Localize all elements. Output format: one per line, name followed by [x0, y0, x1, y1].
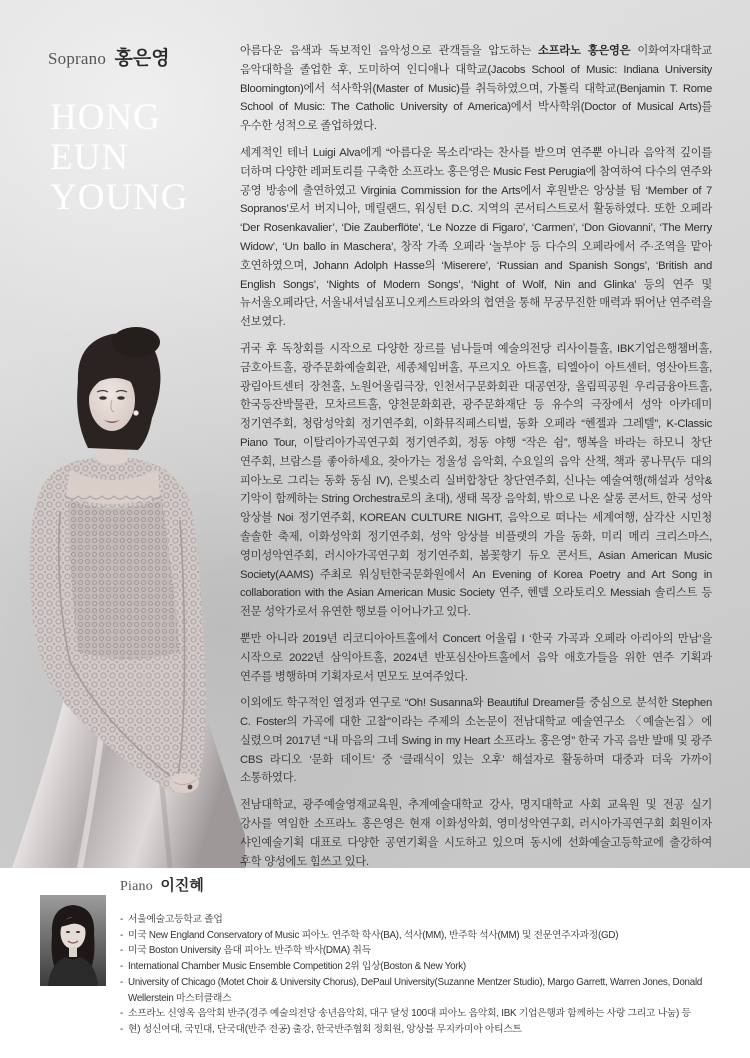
list-item: - 소프라노 신영옥 음악회 반주(경주 예술의전당 송년음악회, 대구 달성 100대 피아노 음악회, IBK 기업은행과 함께하는 사랑 그리고 나눔) 등	[120, 1006, 715, 1022]
pianist-name-korean: 이진혜	[160, 877, 204, 894]
bio-paragraph: 이외에도 학구적인 열정과 연구로 “Oh! Susanna와 Beautiful Dreamer를 중심으로 분석한 Stephen C. Foster의 가곡에 대한 고찰”이라는 주제의 소논문이 전남대학교 예술연구소 〈예술논집〉에 실렸으며 2017년 “내 마음의 그네 Swing in my Heart 소프라노 홍은영” 한국 가곡 음반 발매 및 광주 CBS 라디오 ‘문화 데이트’ 중 ‘클래식이 있는 오후’ 해설자로 활동하며 대중과 더욱 가까이 소통하였다.	[240, 697, 712, 785]
name-english-line: YOUNG	[50, 177, 189, 218]
soprano-title	[48, 43, 170, 70]
pianist-profile-panel	[0, 868, 750, 1058]
list-item: - 미국 Boston University 음대 피아노 반주학 박사(DMA) 취득	[120, 943, 715, 959]
bio-paragraph	[240, 42, 712, 136]
bio-intro-text: 이화여자대학교 음악대학을 졸업한 후, 도미하여 인디애나 대학교(Jacobs School of Music: Indiana University Bloomington)에서 석사학위(Master of Music)를 취득하였으며, 가톨릭 대학교(Benjamin T. Rome School of Music: The Catholic University of America)에서 박사학위(Doctor of Musical Arts)를 우수한 성적으로 졸업하였다.	[240, 45, 712, 133]
pianist-title	[120, 874, 204, 895]
bio-intro-text: 아름다운 음색과 독보적인 음악성으로 관객들을 압도하는	[240, 45, 539, 57]
list-item: - 미국 New England Conservatory of Music 피아노 연주학 학사(BA), 석사(MM), 반주학 석사(MM) 및 전문연주자과정(GD)	[120, 928, 715, 944]
list-item: - International Chamber Music Ensemble Competition 2위 입상(Boston & New York)	[120, 959, 715, 975]
pianist-portrait-photo	[40, 895, 106, 986]
pianist-credits-list	[120, 912, 715, 1038]
soprano-name-english	[50, 98, 189, 218]
bio-paragraph: 귀국 후 독창회를 시작으로 다양한 장르를 넘나들며 예술의전당 리사이틀홀, IBK기업은행챔버홀, 금호아트홀, 광주문화예술회관, 세종체임버홀, 푸르지오 아트홀, 티엘아이 아트센터, 영산아트홀, 광림아트센터 장천홀, 노원어울림극장, 인천서구문화회관 대공연장, 올림픽공원 우리금융아트홀, 한국등잔박물관, 모차르트홀, 양천문화회관, 광주문화재단 등 유수의 극장에서 성악 아카데미 정기연주회, 청람성악회 정기연주회, 이화뮤직페스티벌, 동화 오페라 “헨젤과 그레텔”, K-Classic Piano Tour, 이탈리아가곡연구회 정기연주회, 정동 야행 “작은 쉼”, 행복을 바라는 하모니 창단 연주회, 브람스를 좋아하세요, 찾아가는 정울성 음악회, 수요일의 음악 산책, 책과 콩나무(두 대의 피아노로 그리는 동화 동심 IV), 은빛소리 실버합창단 창단연주회, 신나는 예술여행(해설과 성악& 기악이 함께하는 String Orchestra로의 초대), 생태 목장 음악회, 밖으로 나온 살롱 콘서트, 한국 성악 앙상블 Noi 정기연주회, KOREAN CULTURE NIGHT, 음악으로 떠나는 세계여행, 삼각산 시민청 솔솔한 축제, 이화성악회 정기연주회, 성악 앙상블 비플랫의 가을 동화, 미리 메리 크리스마스, 영미성악연주회, 러시아가곡연구회 정기연주회, 봄꽃향기 듀오 콘서트, Asian American Music Society(AAMS) 주최로 워싱턴한국문화원에서 An Evening of Korea Poetry and Art Song in collaboration with the Asian American Music Society 연주, 헨델 오라토리오 Messiah 솔리스트 등 전문 성악가로서 유연한 행보를 이어나가고 있다.	[240, 342, 712, 619]
bio-intro-highlight: 소프라노 홍은영은	[538, 45, 631, 57]
list-item: - University of Chicago (Motet Choir & University Chorus), DePaul University(Suzanne Mentzer Studio), Margo Garrett, Warren Jones, Donald Wellerstein 마스터클래스	[120, 975, 715, 1006]
list-item: - 서울예술고등학교 졸업	[120, 912, 715, 928]
list-item: - 현) 성신여대, 국민대, 단국대(반주 전공) 출강, 한국반주협회 정회원, 앙상블 무지카미아 아티스트	[120, 1022, 715, 1038]
soprano-biography	[240, 42, 712, 868]
name-english-line: EUN	[50, 137, 130, 178]
hands	[169, 773, 199, 793]
dress-bodice	[68, 500, 180, 659]
bio-paragraph: 전남대학교, 광주예술영재교육원, 추계예술대학교 강사, 명지대학교 사회 교육원 및 전공 실기 강사를 역임한 소프라노 홍은영은 현재 이화성악회, 영미성악연구회, 러시아가곡연구회 회원이자 샤인예술기획 대표로 다양한 공연기획을 시도하고 있으며 동시에 선화예술고등학교에 출강하여 후학 양성에도 힘쓰고 있다.	[240, 799, 712, 868]
soprano-name-korean: 홍은영	[114, 48, 170, 69]
name-english-line: HONG	[50, 97, 161, 138]
bio-paragraph: 뿐만 아니라 2019년 리코디아아트홀에서 Concert 어울림 I ‘한국 가곡과 오페라 아리아의 만남’을 시작으로 2022년 삼익아트홀, 2024년 반포심산아트홀에서 음악 애호가들을 위한 연주 기획과 연주를 병행하며 기획자로서 면모도 보여주었다.	[240, 632, 712, 683]
soprano-portrait-photo	[0, 320, 245, 868]
bio-paragraph: 세계적인 테너 Luigi Alva에게 “아름다운 목소리”라는 찬사를 받으며 연주뿐 아니라 음악적 깊이를 더하며 다양한 레퍼토리를 구축한 소프라노 홍은영은 Music Fest Perugia에 참여하여 다수의 연주와 공영 방송에 출연하였고 Virginia Commission for the Arts에서 후원받은 앙상블 팀 ‘Member of 7 Sopranos’로서 버지니아, 메릴랜드, 워싱턴 D.C. 지역의 콘서티스트로서 활동하였다. 또한 오페라 ‘Der Rosenkavalier’, ‘Die Zauberflöte’, ‘Le Nozze di Figaro’, ‘Carmen’, ‘Don Giovanni’, ‘The Merry Widow’, ‘Un ballo in Maschera’, 창작 가족 오페라 ‘놀부야’ 등 다수의 오페라에서 주·조역을 맡아 호연하였으며, Johann Adolph Hasse의 ‘Miserere’, ‘Russian and Spanish Songs’, ‘British and English Songs’, ‘Nights of Modern Songs’, ‘Night of Wolf, Nin and Glinka’ 등의 연주 및 뉴서울오페라단, 서울내셔널심포니오케스트라와의 협연을 통해 무궁무진한 매력과 뛰어난 연주력을 선보였다.	[240, 146, 712, 329]
soprano-role-label: Soprano	[48, 49, 107, 68]
pianist-role-label: Piano	[120, 879, 153, 894]
